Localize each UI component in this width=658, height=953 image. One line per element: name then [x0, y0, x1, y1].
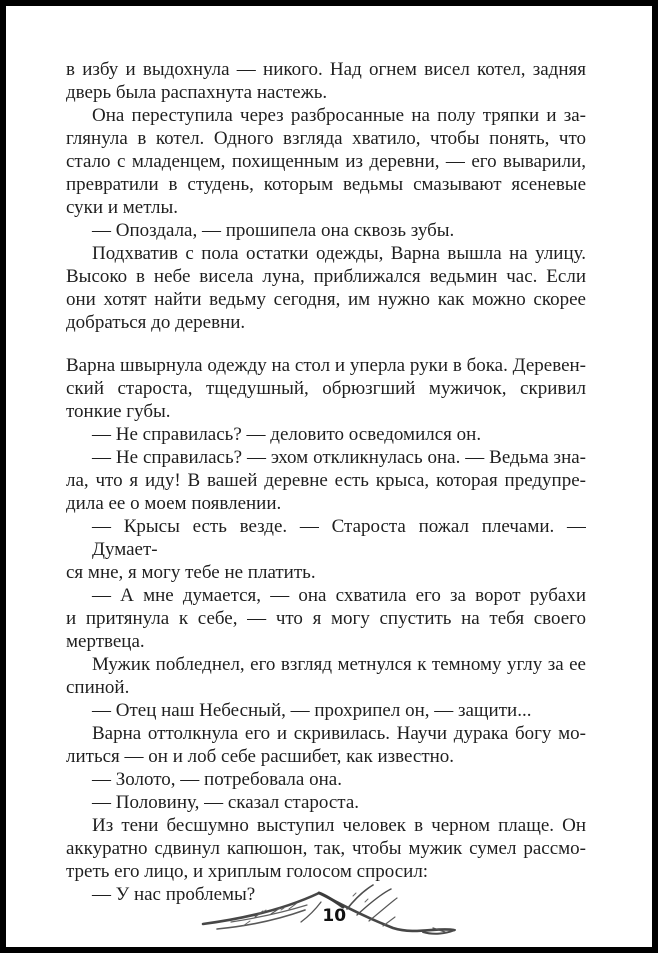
paragraph [66, 791, 586, 814]
text-line: — У нас проблемы? [92, 884, 256, 905]
text-line: в избу и выдохнула — никого. Над огнем висел котел, задняя [66, 59, 586, 80]
paragraph [66, 104, 586, 219]
paragraph [66, 354, 586, 423]
text-line: Из тени бесшумно выступил человек в черном плаще. Он [92, 815, 586, 836]
text-line: Варна оттолкнула его и скривилась. Научи дурака богу мо- [92, 723, 586, 744]
paragraph [66, 219, 586, 242]
text-line: ла, что я иду! В вашей деревне есть крыса, которая предупре- [66, 470, 586, 491]
paragraph [66, 58, 586, 104]
text-line: превратили в студень, которым ведьмы смазывают ясеневые [66, 174, 586, 195]
text-line: литься — он и лоб себе расшибет, как известно. [66, 746, 455, 767]
text-line: добраться до деревни. [66, 312, 246, 333]
page-number: 10 [322, 906, 347, 926]
text-line: Мужик побледнел, его взгляд метнулся к темному углу за ее [92, 654, 586, 675]
text-line: Варна швырнула одежду на стол и уперла руки в бока. Деревен- [66, 355, 586, 376]
paragraph [66, 883, 586, 906]
text-line: Подхватив с пола остатки одежды, Варна вышла на улицу. [92, 243, 586, 264]
text-line: и притянула к себе, — что я могу спустить на тебя своего [66, 608, 586, 629]
paragraph [66, 584, 586, 653]
text-line: спиной. [66, 677, 130, 698]
page-text [66, 58, 586, 906]
paragraph [66, 722, 586, 768]
text-line: — А мне думается, — она схватила его за ворот рубахи [92, 585, 586, 606]
text-line: ский староста, тщедушный, обрюзгший мужичок, скривил [66, 378, 586, 399]
paragraph [66, 515, 586, 584]
text-line: — Не справилась? — деловито осведомился он. [92, 424, 482, 445]
text-line: аккуратно сдвинул капюшон, так, чтобы мужик сумел рассмо- [66, 838, 586, 859]
text-line: треть его лицо, и хриплым голосом спросил: [66, 861, 429, 882]
text-line: глянула в котел. Одного взгляда хватило, чтобы понять, что [66, 128, 586, 149]
paragraph [66, 653, 586, 699]
paragraph [66, 814, 586, 883]
paragraph [66, 242, 586, 334]
text-line: дверь была распахнута настежь. [66, 82, 328, 103]
text-line: мертвеца. [66, 631, 145, 652]
text-line: — Опоздала, — прошипела она сквозь зубы. [92, 220, 455, 241]
text-line: стало с младенцем, похищенным из деревни, — его выварили, [66, 151, 586, 172]
text-line: ся мне, я могу тебе не платить. [66, 562, 316, 583]
paragraph [66, 423, 586, 446]
text-line: они хотят найти ведьму сегодня, им нужно как можно скорее [66, 289, 586, 310]
text-line: Высоко в небе висела луна, приближался ведьмин час. Если [66, 266, 586, 287]
text-line: Она переступила через разбросанные на полу тряпки и за- [92, 105, 586, 126]
text-line: — Отец наш Небесный, — прохрипел он, — защити... [92, 700, 532, 721]
paragraph [66, 768, 586, 791]
text-line: тонкие губы. [66, 401, 171, 422]
paragraph [66, 699, 586, 722]
paragraph [66, 446, 586, 515]
text-line: суки и метлы. [66, 197, 179, 218]
text-line: — Золото, — потребовала она. [92, 769, 342, 790]
text-line: — Половину, — сказал староста. [92, 792, 360, 813]
text-line: — Крысы есть везде. — Староста пожал плечами. — Думает- [92, 516, 586, 560]
text-line: дила ее о моем появлении. [66, 493, 282, 514]
text-line: — Не справилась? — эхом откликнулась она. — Ведьма зна- [92, 447, 586, 468]
book-page [6, 6, 652, 947]
